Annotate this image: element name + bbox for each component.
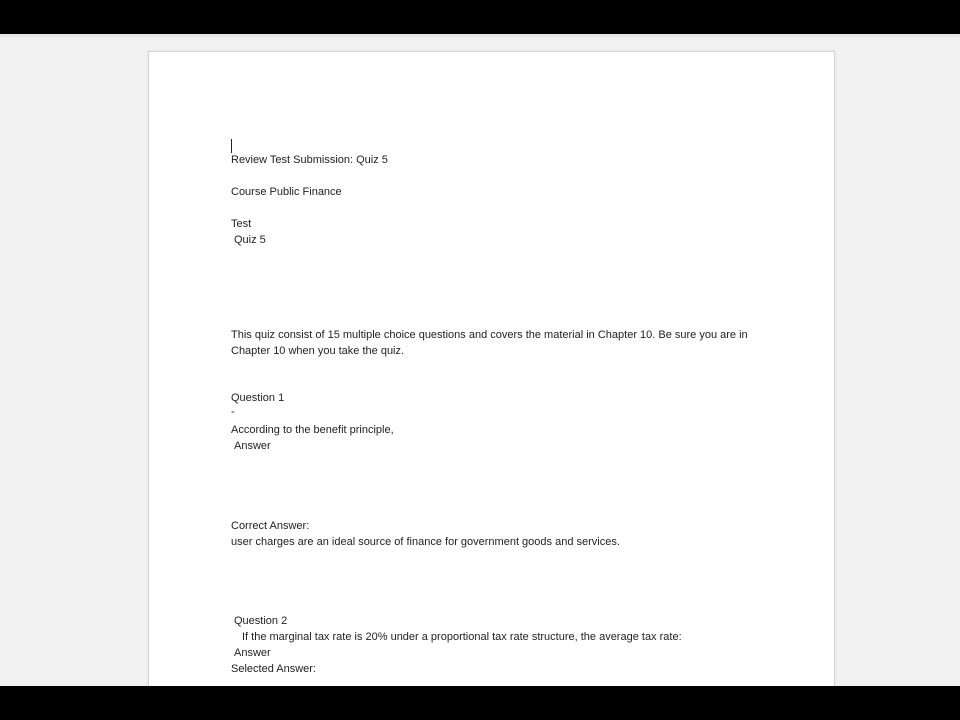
question-2-heading: Question 2	[234, 615, 288, 627]
question-1-marker: -	[231, 406, 235, 418]
ruler-strip	[0, 34, 960, 37]
question-1-answer-label: Answer	[234, 440, 271, 452]
course-line: Course Public Finance	[231, 186, 342, 198]
submission-title: Review Test Submission: Quiz 5	[231, 154, 388, 166]
question-1-correct-label: Correct Answer:	[231, 520, 310, 532]
test-label: Test	[231, 218, 252, 230]
question-1-heading: Question 1	[231, 392, 285, 404]
question-2-selected-label: Selected Answer:	[231, 663, 316, 675]
test-value: Quiz 5	[234, 234, 266, 246]
question-2-answer-label: Answer	[234, 647, 271, 659]
question-2-text: If the marginal tax rate is 20% under a proportional tax rate structure, the average tax rate:	[242, 631, 682, 643]
question-1-correct-text: user charges are an ideal source of finance for government goods and services.	[231, 536, 620, 548]
document-page[interactable]	[148, 51, 835, 686]
letterbox-bottom	[0, 686, 960, 720]
text-cursor	[231, 139, 232, 153]
word-processor-workspace	[0, 34, 960, 686]
letterbox-top	[0, 0, 960, 34]
question-1-text: According to the benefit principle,	[231, 424, 394, 436]
quiz-intro-paragraph: This quiz consist of 15 multiple choice questions and covers the material in Chapter 10. Be sure you are in Chapter 10 when you take the quiz.	[231, 329, 748, 357]
